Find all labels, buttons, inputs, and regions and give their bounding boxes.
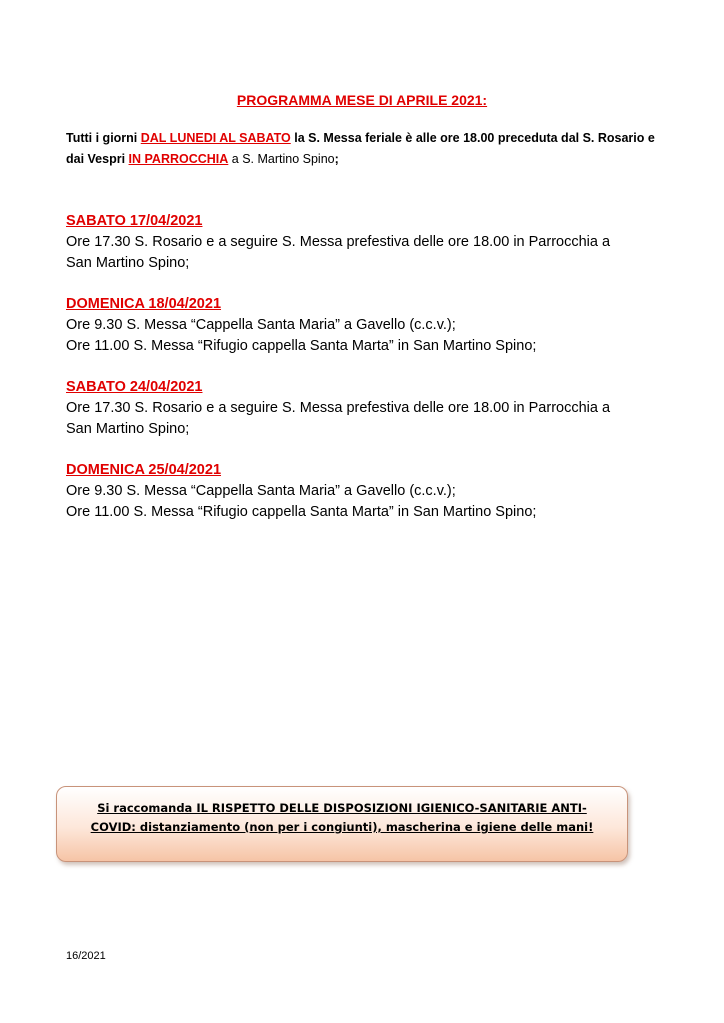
intro-paragraph [66,128,662,170]
schedule-section-4 [66,460,660,523]
schedule-line: San Martino Spino; [66,255,190,271]
intro-text-3: a S. Martino Spino [228,152,335,166]
schedule-line: Ore 9.30 S. Messa “Cappella Santa Maria” a Gavello (c.c.v.); [66,483,456,499]
schedule-line: San Martino Spino; [66,421,190,437]
schedule-line: Ore 17.30 S. Rosario e a seguire S. Messa prefestiva delle ore 18.00 in Parrocchia a [66,400,611,416]
section-heading: SABATO 24/04/2021 [66,379,203,395]
schedule-line: Ore 9.30 S. Messa “Cappella Santa Maria” a Gavello (c.c.v.); [66,317,456,333]
intro-text-2: la S. Messa feriale è alle ore 18.00 preceduta dal S. Rosario e dai Vespri [66,131,655,166]
intro-text-1: Tutti i giorni [66,131,141,145]
intro-highlight-place: IN PARROCCHIA [128,152,229,166]
schedule-line: Ore 17.30 S. Rosario e a seguire S. Messa prefestiva delle ore 18.00 in Parrocchia a [66,234,611,250]
covid-notice-text [67,799,617,837]
notice-line-1: Si raccomanda IL RISPETTO DELLE DISPOSIZIONI IGIENICO-SANITARIE ANTI- [97,801,587,815]
section-heading: SABATO 17/04/2021 [66,213,203,229]
page-title: PROGRAMMA MESE DI APRILE 2021: [236,92,488,108]
section-heading: DOMENICA 18/04/2021 [66,296,222,312]
section-heading: DOMENICA 25/04/2021 [66,462,222,478]
schedule-line: Ore 11.00 S. Messa “Rifugio cappella Santa Marta” in San Martino Spino; [66,338,537,354]
schedule-section-3 [66,377,660,440]
covid-notice-box [56,786,628,862]
notice-line-2: COVID: distanziamento (non per i congiunti), mascherina e igiene delle mani! [90,820,594,834]
intro-text-4: ; [334,152,339,166]
schedule-section-2 [66,294,660,357]
intro-highlight-days: DAL LUNEDI AL SABATO [140,131,291,145]
schedule-section-1 [66,211,660,274]
schedule-line: Ore 11.00 S. Messa “Rifugio cappella Santa Marta” in San Martino Spino; [66,504,537,520]
document-number: 16/2021 [66,950,106,962]
